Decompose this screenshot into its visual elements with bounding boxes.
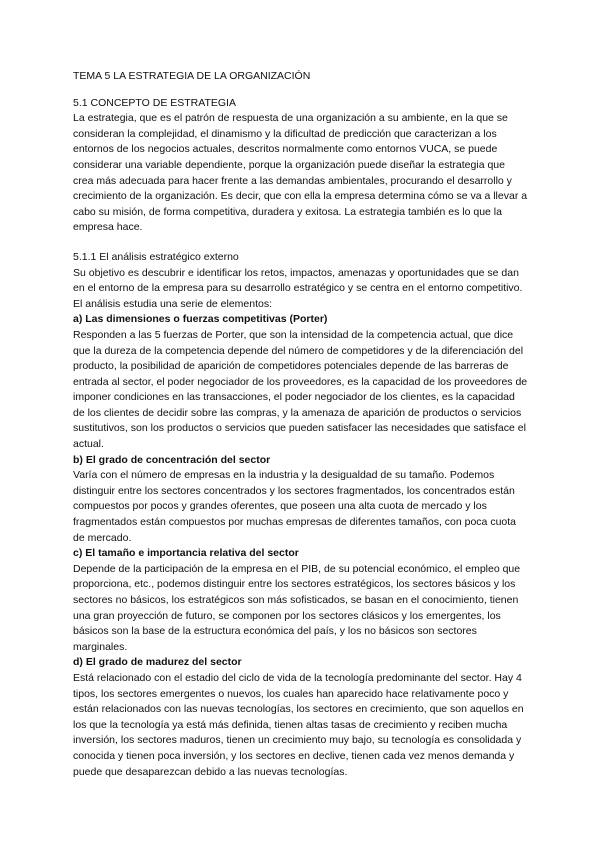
subsection-heading: 5.1.1 El análisis estratégico externo	[73, 250, 239, 263]
item-heading-size: c) El tamaño e importancia relativa del sector	[73, 547, 299, 560]
item-text-porter: Responden a las 5 fuerzas de Porter, que son la intensidad de la competencia actual, que dice que la dureza de la competencia depende del número de competidores y de la diferenciación del producto, la posibilidad de aparición de competidores potenciales depende de las barreras de entrada al sector, el poder negociador de los proveedores, es la capacidad de los proveedores de imponer condiciones en las transacciones, el poder negociador de los clientes, es la capacidad de los clientes de decidir sobre las compras, y la amenaza de aparición de productos o servicios sustitutivos, son los productos o servicios que pueden satisfacer las necesidades que satisface el actual.	[73, 328, 528, 451]
item-heading-porter: a) Las dimensiones o fuerzas competitivas (Porter)	[73, 313, 328, 326]
subsection-intro: Su objetivo es descubrir e identificar los retos, impactos, amenazas y oportunidades que se dan en el entorno de la empresa para su desarrollo estratégico y se centra en el entorno competitivo. El análisis estudia una serie de elementos:	[73, 266, 523, 310]
section-paragraph: La estrategia, que es el patrón de respuesta de una organización a su ambiente, en la que se consideran la complejidad, el dinamismo y la dificultad de predicción que caracterizan a los entornos de los negocios actuales, descritos normalmente como entornos VUCA, se puede considerar una variable dependiente, porque la organización puede diseñar la estrategia que crea más adecuada para hacer frente a las demandas ambientales, procurando el desarrollo y crecimiento de la organización. Es decir, que con ella la empresa determina cómo se va a llevar a cabo su misión, de forma competitiva, duradera y exitosa. La estrategia también es lo que la empresa hace.	[73, 112, 528, 234]
document-body	[73, 69, 528, 780]
item-text-maturity: Está relacionado con el estadio del ciclo de vida de la tecnología predominante del sector. Hay 4 tipos, los sectores emergentes o nuevos, los cuales han aparecido hace relativamente poco y están relacionados con las nuevas tecnologías, los sectores en crecimiento, que son aquellos en los que la tecnología ya está más definida, tienen altas tasas de crecimiento y reciben mucha inversión, los sectores maduros, tienen un crecimiento muy bajo, su tecnología es consolidada y conocida y tienen poca inversión, y los sectores en declive, tienen cada vez menos demanda y puede que desaparezcan debido a las nuevas tecnologías.	[73, 671, 524, 778]
document-title: TEMA 5 LA ESTRATEGIA DE LA ORGANIZACIÓN	[73, 70, 311, 82]
item-text-size: Depende de la participación de la empresa en el PIB, de su potencial económico, el empleo que proporciona, etc., podemos distinguir entre los sectores estratégicos, los sectores básicos y los sectores no básicos, los estratégicos son más sofisticados, se basan en el conocimiento, tienen una gran proyección de futuro, se componen por los sectores clásicos y los emergentes, los básicos son la base de la estructura económica del país, y los no básicos son sectores marginales.	[73, 562, 521, 653]
item-heading-concentration: b) El grado de concentración del sector	[73, 453, 271, 466]
section-heading: 5.1 CONCEPTO DE ESTRATEGIA	[73, 96, 236, 109]
item-text-concentration: Varía con el número de empresas en la industria y la desigualdad de su tamaño. Podemos distinguir entre los sectores concentrados y los sectores fragmentados, los concentrados están compuestos por pocos y grandes oferentes, que poseen una alta cuota de mercado y los fragmentados están compuestos por muchas empresas de diferentes tamaños, con poca cuota de mercado.	[73, 469, 516, 544]
item-heading-maturity: d) El grado de madurez del sector	[73, 656, 242, 669]
